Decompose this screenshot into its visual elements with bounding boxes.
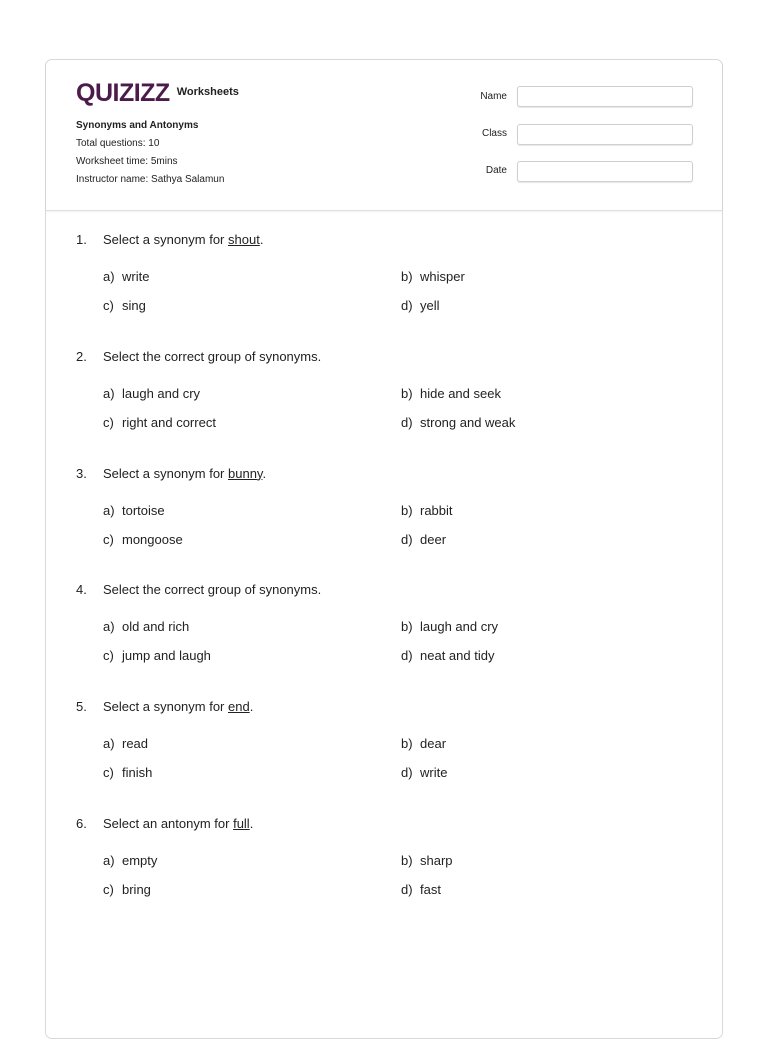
option-a[interactable] xyxy=(103,736,148,751)
name-field[interactable] xyxy=(517,86,693,107)
option-b[interactable] xyxy=(401,503,453,518)
option-text: neat and tidy xyxy=(420,648,495,664)
question-2 xyxy=(76,349,696,466)
question-number: 6. xyxy=(76,815,87,831)
option-text: jump and laugh xyxy=(122,648,211,664)
question-text: Select a synonym for xyxy=(103,232,228,247)
option-text: old and rich xyxy=(122,619,190,635)
option-letter: a) xyxy=(103,502,115,518)
option-text: mongoose xyxy=(122,531,183,547)
question-stem xyxy=(76,466,266,481)
option-c[interactable] xyxy=(103,648,211,663)
brand xyxy=(76,80,239,106)
option-text: bring xyxy=(122,881,151,897)
option-text: right and correct xyxy=(122,414,216,430)
question-4 xyxy=(76,582,696,699)
option-d[interactable] xyxy=(401,532,446,547)
question-1 xyxy=(76,232,696,349)
question-suffix: . xyxy=(259,232,264,247)
option-letter: b) xyxy=(401,269,413,284)
option-letter: a) xyxy=(103,736,115,752)
option-text: deer xyxy=(420,531,447,547)
worksheet-title: Synonyms and Antonyms xyxy=(76,120,199,131)
option-text: finish xyxy=(122,765,153,781)
option-letter: a) xyxy=(103,269,115,284)
option-text: hide and seek xyxy=(420,385,501,401)
question-stem xyxy=(76,232,263,247)
option-b[interactable] xyxy=(401,269,465,284)
option-letter: d) xyxy=(401,648,413,664)
option-c[interactable] xyxy=(103,298,146,313)
class-field[interactable] xyxy=(517,124,693,145)
question-3 xyxy=(76,466,696,583)
question-keyword: end xyxy=(228,699,250,715)
question-text: Select a synonym for xyxy=(103,465,228,481)
question-text: Select an antonym for xyxy=(103,815,234,831)
option-letter: d) xyxy=(401,414,413,430)
question-list xyxy=(76,232,696,933)
question-text: Select the correct group of synonyms. xyxy=(103,348,322,364)
date-field[interactable] xyxy=(517,161,693,182)
question-number: 1. xyxy=(76,232,87,247)
option-a[interactable] xyxy=(103,503,165,518)
option-c[interactable] xyxy=(103,532,183,547)
option-text: empty xyxy=(122,852,158,868)
name-label: Name xyxy=(480,91,507,102)
option-b[interactable] xyxy=(401,853,453,868)
worksheet-page xyxy=(45,59,723,1039)
option-letter: b) xyxy=(401,619,413,635)
option-letter: c) xyxy=(103,881,114,897)
option-letter: d) xyxy=(401,765,413,781)
option-text: whisper xyxy=(420,269,465,284)
question-stem xyxy=(76,582,321,597)
option-c[interactable] xyxy=(103,765,152,780)
option-letter: b) xyxy=(401,385,413,401)
option-text: yell xyxy=(420,298,440,313)
option-text: write xyxy=(420,765,448,781)
option-text: fast xyxy=(420,881,441,897)
date-label: Date xyxy=(485,165,507,176)
option-d[interactable] xyxy=(401,298,440,313)
question-text: Select the correct group of synonyms. xyxy=(103,582,322,598)
question-number: 2. xyxy=(76,348,87,364)
option-letter: d) xyxy=(401,881,413,897)
option-text: rabbit xyxy=(420,502,453,518)
question-text: Select a synonym for xyxy=(103,699,228,715)
option-text: sharp xyxy=(420,852,453,868)
worksheet-time: Worksheet time: 5mins xyxy=(76,156,178,167)
question-suffix: . xyxy=(249,815,254,831)
instructor-name: Instructor name: Sathya Salamun xyxy=(76,174,225,185)
option-a[interactable] xyxy=(103,386,200,401)
option-text: sing xyxy=(122,298,146,313)
option-letter: c) xyxy=(103,531,114,547)
option-letter: a) xyxy=(103,619,115,635)
question-number: 3. xyxy=(76,465,87,481)
option-d[interactable] xyxy=(401,648,494,663)
quizizz-logo: QUIZIZZ xyxy=(76,79,170,107)
option-letter: c) xyxy=(103,765,114,781)
option-a[interactable] xyxy=(103,853,157,868)
option-b[interactable] xyxy=(401,736,446,751)
question-keyword: shout xyxy=(228,232,260,247)
option-letter: c) xyxy=(103,648,114,664)
option-text: strong and weak xyxy=(420,414,516,430)
option-c[interactable] xyxy=(103,882,151,897)
question-stem xyxy=(76,816,253,831)
question-number: 4. xyxy=(76,582,87,598)
option-letter: c) xyxy=(103,298,114,313)
option-b[interactable] xyxy=(401,386,501,401)
product-label: Worksheets xyxy=(176,86,239,98)
option-letter: b) xyxy=(401,502,413,518)
question-6 xyxy=(76,816,696,933)
option-letter: b) xyxy=(401,736,413,752)
option-text: laugh and cry xyxy=(122,385,201,401)
option-text: dear xyxy=(420,736,447,752)
question-number: 5. xyxy=(76,699,87,715)
question-stem xyxy=(76,349,321,364)
option-letter: c) xyxy=(103,414,114,430)
option-letter: a) xyxy=(103,852,115,868)
option-text: tortoise xyxy=(122,502,165,518)
option-text: read xyxy=(122,736,149,752)
option-d[interactable] xyxy=(401,415,515,430)
option-c[interactable] xyxy=(103,415,216,430)
option-d[interactable] xyxy=(401,765,447,780)
worksheet-header xyxy=(46,60,722,211)
option-a[interactable] xyxy=(103,269,149,284)
total-questions: Total questions: 10 xyxy=(76,138,160,149)
option-letter: b) xyxy=(401,852,413,868)
option-b[interactable] xyxy=(401,619,498,634)
option-letter: d) xyxy=(401,531,413,547)
question-stem xyxy=(76,699,253,714)
question-keyword: full xyxy=(233,815,250,831)
question-suffix: . xyxy=(262,465,267,481)
option-letter: a) xyxy=(103,385,115,401)
question-5 xyxy=(76,699,696,816)
question-suffix: . xyxy=(249,699,254,715)
option-text: write xyxy=(122,269,150,284)
class-label: Class xyxy=(481,128,507,139)
question-keyword: bunny xyxy=(228,465,263,481)
option-d[interactable] xyxy=(401,882,441,897)
option-a[interactable] xyxy=(103,619,189,634)
option-letter: d) xyxy=(401,298,413,313)
option-text: laugh and cry xyxy=(420,619,499,635)
